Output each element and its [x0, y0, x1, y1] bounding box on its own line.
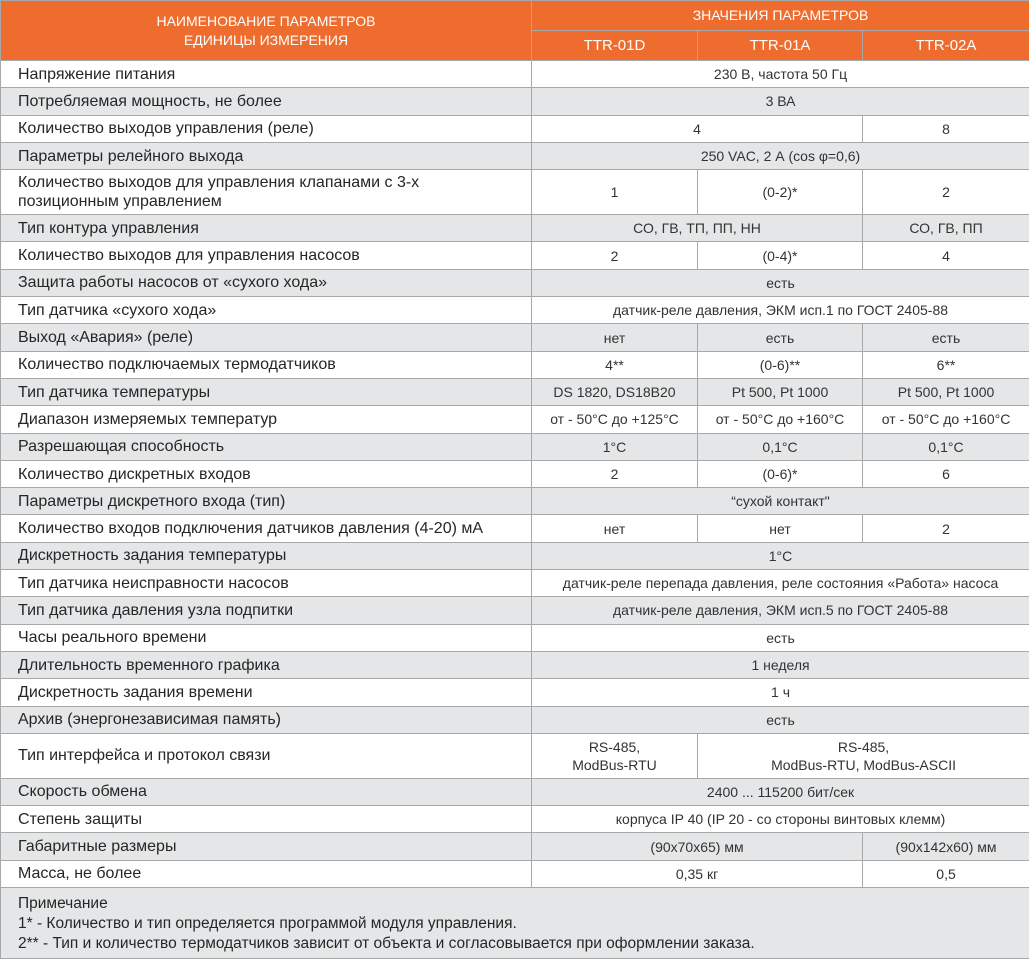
table-row: [1, 433, 1029, 460]
parameter-value: есть: [698, 324, 863, 351]
parameter-name: Архив (энергонезависимая память): [1, 706, 532, 733]
parameter-value: 6**: [863, 351, 1029, 378]
parameter-names-title: НАИМЕНОВАНИЕ ПАРАМЕТРОВ: [1, 12, 531, 31]
parameter-name: Количество входов подключения датчиков давления (4-20) мА: [1, 515, 532, 542]
parameter-value: датчик-реле давления, ЭКМ исп.1 по ГОСТ 2405-88: [532, 297, 1029, 324]
table-row: [1, 324, 1029, 351]
parameter-name: Скорость обмена: [1, 778, 532, 805]
parameter-value: 2400 ... 115200 бит/сек: [532, 778, 1029, 805]
model-header-ttr-01d: TTR-01D: [532, 31, 698, 61]
parameter-value: Pt 500, Pt 1000: [863, 378, 1029, 405]
parameter-values-header: ЗНАЧЕНИЯ ПАРАМЕТРОВ: [532, 1, 1029, 31]
table-row: [1, 833, 1029, 860]
value-line: ModBus-RTU, ModBus-ASCII: [698, 756, 1029, 774]
table-row: [1, 488, 1029, 515]
footnote-title: Примечание: [18, 894, 1012, 914]
table-row: [1, 88, 1029, 115]
parameter-value: 230 В, частота 50 Гц: [532, 61, 1029, 88]
parameter-name: Количество выходов управления (реле): [1, 115, 532, 142]
parameter-name: Тип датчика неисправности насосов: [1, 570, 532, 597]
parameter-value: 0,5: [863, 860, 1029, 887]
table-row: [1, 61, 1029, 88]
parameter-value: 2: [532, 242, 698, 269]
parameter-value: от - 50°С до +125°С: [532, 406, 698, 433]
table-row: [1, 733, 1029, 778]
parameter-value: есть: [532, 269, 1029, 296]
table-row: [1, 115, 1029, 142]
parameter-name: Тип датчика температуры: [1, 378, 532, 405]
table-row: [1, 679, 1029, 706]
table-note-row: [1, 888, 1029, 959]
parameter-name: Количество выходов для управления насосов: [1, 242, 532, 269]
table-row: [1, 297, 1029, 324]
parameter-value: (90х142х60) мм: [863, 833, 1029, 860]
table-row: [1, 378, 1029, 405]
parameter-name: Дискретность задания температуры: [1, 542, 532, 569]
value-line: RS-485,: [698, 738, 1029, 756]
parameter-name: Степень защиты: [1, 806, 532, 833]
table-row: [1, 542, 1029, 569]
table-row: [1, 651, 1029, 678]
parameter-value: (0-4)*: [698, 242, 863, 269]
table-row: [1, 351, 1029, 378]
parameter-value: “сухой контакт": [532, 488, 1029, 515]
parameter-name: Тип датчика давления узла подпитки: [1, 597, 532, 624]
parameter-name: Параметры релейного выхода: [1, 142, 532, 169]
parameter-value: 8: [863, 115, 1029, 142]
table-row: [1, 570, 1029, 597]
parameter-value: 6: [863, 460, 1029, 487]
parameter-value: нет: [532, 515, 698, 542]
parameter-value: есть: [532, 624, 1029, 651]
parameter-value: 250 VAC, 2 А (cos φ=0,6): [532, 142, 1029, 169]
parameter-value: 2: [863, 170, 1029, 215]
parameter-value: 0,1°С: [863, 433, 1029, 460]
value-line: ModBus-RTU: [532, 756, 697, 774]
parameter-value: есть: [532, 706, 1029, 733]
parameter-value: (0-6)**: [698, 351, 863, 378]
table-row: [1, 406, 1029, 433]
parameter-value: от - 50°С до +160°С: [863, 406, 1029, 433]
parameter-name: Тип интерфейса и протокол связи: [1, 733, 532, 778]
parameter-name: Тип контура управления: [1, 215, 532, 242]
parameter-value: [532, 733, 698, 778]
parameter-name: Тип датчика «сухого хода»: [1, 297, 532, 324]
parameter-value: 4**: [532, 351, 698, 378]
footnote-line: 2** - Тип и количество термодатчиков зависит от объекта и согласовывается при оформлении заказа.: [18, 934, 1012, 954]
parameter-value: 4: [532, 115, 863, 142]
parameter-value: [698, 733, 1029, 778]
parameter-value: 1: [532, 170, 698, 215]
table-row: [1, 269, 1029, 296]
footnote: [1, 888, 1029, 959]
parameter-name: Количество дискретных входов: [1, 460, 532, 487]
table-body: [1, 61, 1029, 959]
parameter-name: Количество подключаемых термодатчиков: [1, 351, 532, 378]
table-row: [1, 624, 1029, 651]
table-row: [1, 597, 1029, 624]
parameter-value: 0,35 кг: [532, 860, 863, 887]
parameter-value: корпуса IP 40 (IP 20 - со стороны винтовых клемм): [532, 806, 1029, 833]
parameter-name: Параметры дискретного входа (тип): [1, 488, 532, 515]
parameter-value: (90х70х65) мм: [532, 833, 863, 860]
units-title: ЕДИНИЦЫ ИЗМЕРЕНИЯ: [1, 31, 531, 50]
parameter-name: Разрешающая способность: [1, 433, 532, 460]
parameter-value: нет: [698, 515, 863, 542]
parameter-name: Выход «Авария» (реле): [1, 324, 532, 351]
parameter-value: нет: [532, 324, 698, 351]
table-row: [1, 778, 1029, 805]
table-row: [1, 170, 1029, 215]
table-row: [1, 515, 1029, 542]
parameter-value: от - 50°С до +160°С: [698, 406, 863, 433]
parameter-name: [1, 170, 532, 215]
parameter-name: Длительность временного графика: [1, 651, 532, 678]
parameter-value: 1 ч: [532, 679, 1029, 706]
parameter-value: датчик-реле перепада давления, реле состояния «Работа» насоса: [532, 570, 1029, 597]
model-header-ttr-02a: TTR-02A: [863, 31, 1029, 61]
parameter-value: 1°С: [532, 542, 1029, 569]
parameter-name-line: Количество выходов для управления клапанами с 3-х: [18, 173, 531, 192]
table-header: [1, 1, 1029, 61]
parameter-value: 1°С: [532, 433, 698, 460]
table-row: [1, 242, 1029, 269]
footnote-line: 1* - Количество и тип определяется программой модуля управления.: [18, 914, 1012, 934]
parameter-name: Часы реального времени: [1, 624, 532, 651]
parameter-value: Pt 500, Pt 1000: [698, 378, 863, 405]
table-row: [1, 215, 1029, 242]
parameter-value: 3 ВА: [532, 88, 1029, 115]
parameter-value: 1 неделя: [532, 651, 1029, 678]
parameter-value: СО, ГВ, ТП, ПП, НН: [532, 215, 863, 242]
parameter-name: Дискретность задания времени: [1, 679, 532, 706]
parameter-name: Диапазон измеряемых температур: [1, 406, 532, 433]
parameter-value: есть: [863, 324, 1029, 351]
parameter-value: (0-6)*: [698, 460, 863, 487]
parameter-value: СО, ГВ, ПП: [863, 215, 1029, 242]
parameter-name: Габаритные размеры: [1, 833, 532, 860]
parameter-value: датчик-реле давления, ЭКМ исп.5 по ГОСТ 2405-88: [532, 597, 1029, 624]
table-row: [1, 806, 1029, 833]
parameter-name: Масса, не более: [1, 860, 532, 887]
value-line: RS-485,: [532, 738, 697, 756]
parameter-name-line: позиционным управлением: [18, 192, 531, 211]
parameter-value: DS 1820, DS18B20: [532, 378, 698, 405]
parameter-value: 4: [863, 242, 1029, 269]
parameter-value: 0,1°С: [698, 433, 863, 460]
parameter-name: Защита работы насосов от «сухого хода»: [1, 269, 532, 296]
table-row: [1, 706, 1029, 733]
parameter-names-header: [1, 1, 532, 61]
parameter-value: 2: [863, 515, 1029, 542]
table-row: [1, 142, 1029, 169]
table-row: [1, 460, 1029, 487]
parameter-name: Напряжение питания: [1, 61, 532, 88]
parameter-value: 2: [532, 460, 698, 487]
model-header-ttr-01a: TTR-01A: [698, 31, 863, 61]
table-row: [1, 860, 1029, 887]
parameter-name: Потребляемая мощность, не более: [1, 88, 532, 115]
parameter-value: (0-2)*: [698, 170, 863, 215]
